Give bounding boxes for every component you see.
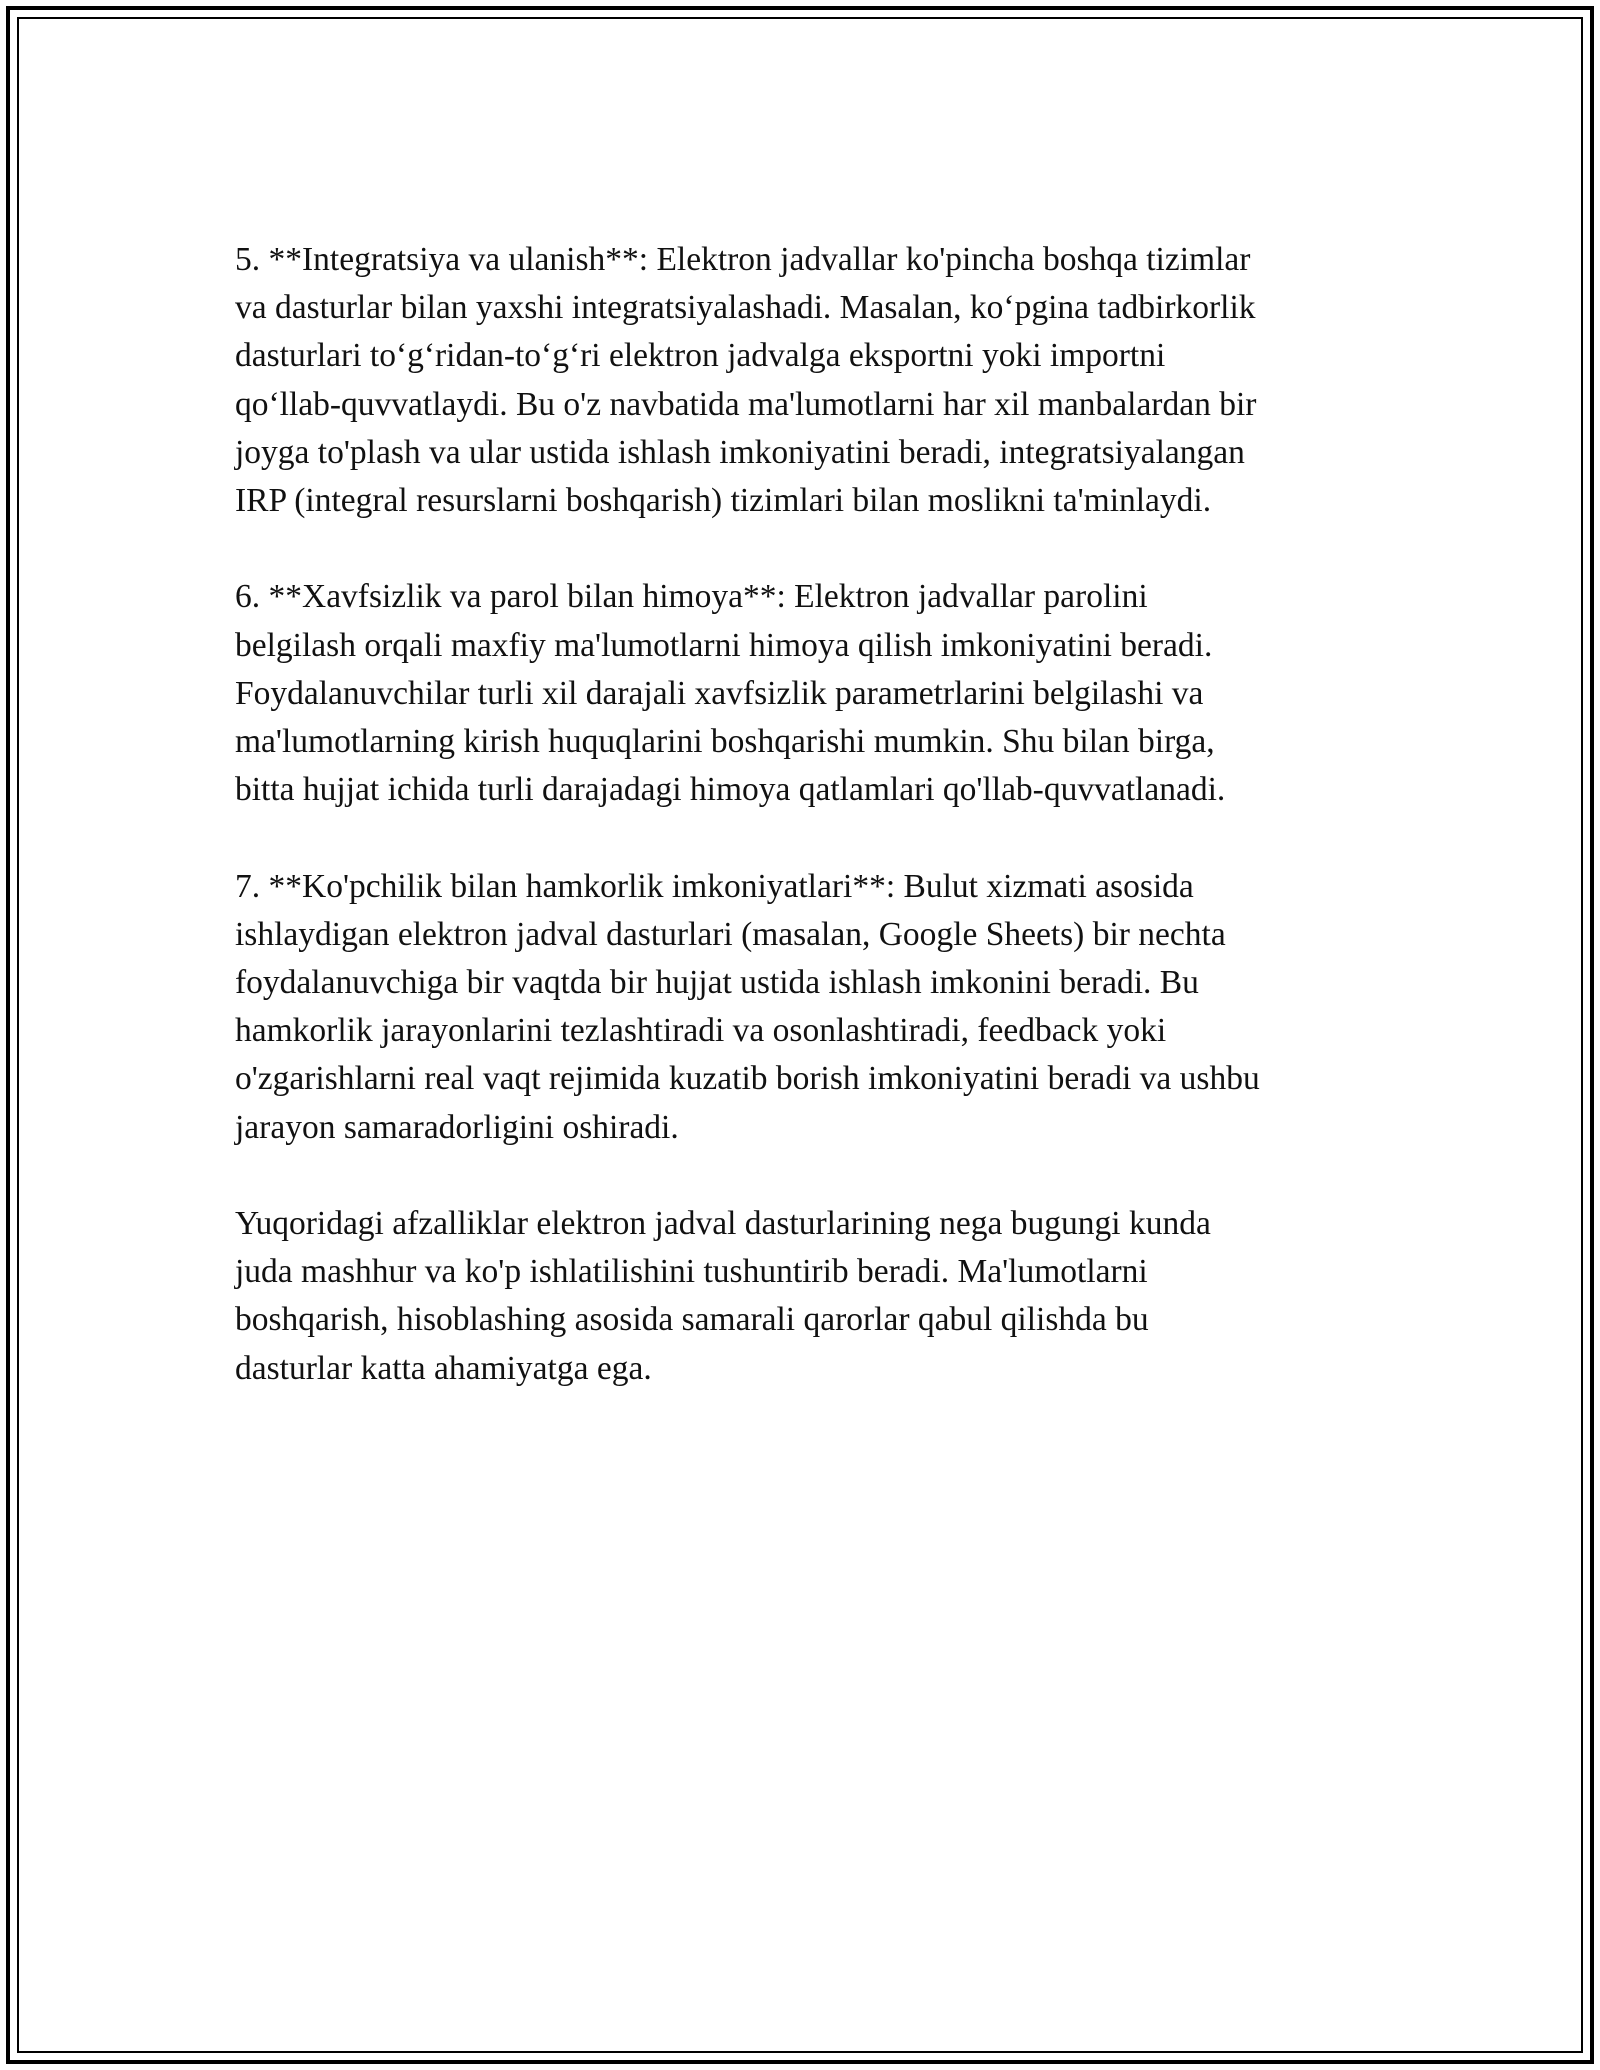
paragraph-security: 6. **Xavfsizlik va parol bilan himoya**: Elektron jadvallar parolini belgilash orqali maxfiy ma'lumotlarni himoya qilish imkoniyatini beradi. Foydalanuvchilar turli xil darajali xavfsizlik parametrlarini belgilashi va ma'lumotlarning kirish huquqlarini boshqarishi mumkin. Shu bilan birga, bitta hujjat ichida turli darajadagi himoya qatlamlari qo'llab-quvvatlanadi. bbox=[235, 578, 1226, 809]
document-body bbox=[235, 236, 1370, 1441]
paragraph-conclusion: Yuqoridagi afzalliklar elektron jadval dasturlarining nega bugungi kunda juda mashhur va ko'p ishlatilishini tushuntirib beradi. Ma'lumotlarni boshqarish, hisoblashing asosida samarali qarorlar qabul qilishda bu dasturlar katta ahamiyatga ega. bbox=[235, 1205, 1211, 1387]
paragraph-integration: 5. **Integratsiya va ulanish**: Elektron jadvallar ko'pincha boshqa tizimlar va dasturlar bilan yaxshi integratsiyalashadi. Masalan, ko‘pgina tadbirkorlik dasturlari to‘g‘ridan-to‘g‘ri elektron jadvalga eksportni yoki importni qo‘llab-quvvatlaydi. Bu o'z navbatida ma'lumotlarni har xil manbalardan bir joyga to'plash va ular ustida ishlash imkoniyatini beradi, integratsiyalangan IRP (integral resurslarni boshqarish) tizimlari bilan moslikni ta'minlaydi. bbox=[235, 241, 1257, 520]
paragraph-collaboration: 7. **Ko'pchilik bilan hamkorlik imkoniyatlari**: Bulut xizmati asosida ishlaydigan elektron jadval dasturlari (masalan, Google Sheets) bir nechta foydalanuvchiga bir vaqtda bir hujjat ustida ishlash imkonini beradi. Bu hamkorlik jarayonlarini tezlashtiradi va osonlashtiradi, feedback yoki o'zgarishlarni real vaqt rejimida kuzatib borish imkoniyatini beradi va ushbu jarayon samaradorligini oshiradi. bbox=[235, 867, 1260, 1146]
